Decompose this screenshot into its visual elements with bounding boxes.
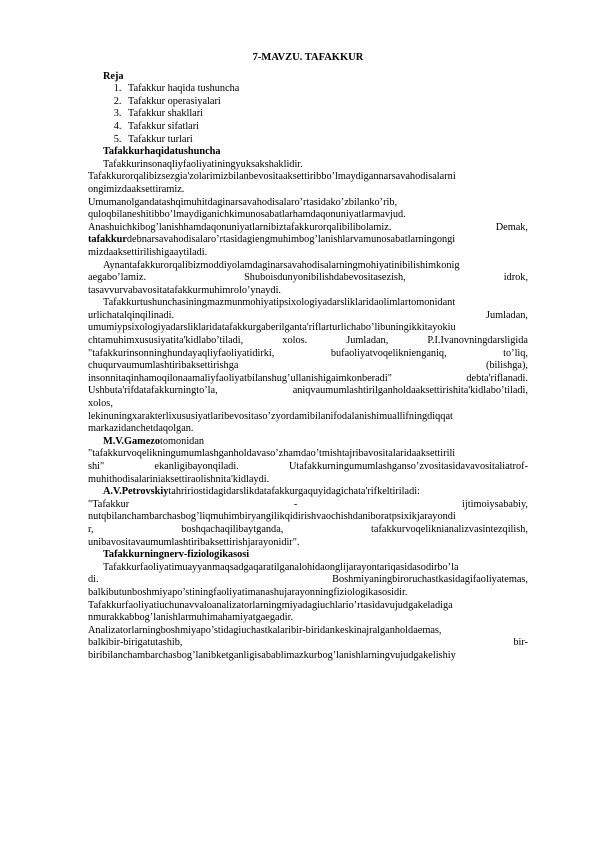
text-fragment: di.	[88, 574, 99, 586]
text-fragment: -	[293, 498, 298, 510]
plan-item: 2. Tafakkur operasiyalari	[124, 96, 528, 109]
text-fragment: ijtimoiysababiy,	[462, 498, 529, 510]
paragraph-line: quloqbilaneshitibbo’lmaydiganichkimunosabatlarhamdaqonuniyatlarmavjud.	[88, 209, 406, 221]
text-fragment: insonnitaqinhamoqilonaamaliyfaoliyatbilanshug’ullanishigaimkonberadi"	[88, 372, 392, 384]
paragraph-line	[88, 637, 528, 650]
text-fragment: Jumladan,	[346, 335, 389, 347]
paragraph-line: muhithodisalariniaksettiraolishnita'kidlaydi.	[88, 473, 270, 485]
paragraph-line	[88, 310, 528, 323]
paragraph-line	[88, 272, 528, 285]
text-fragment: bir-	[513, 637, 528, 649]
author-name-petrovskiy: A.V.Petrovskiy	[103, 486, 169, 498]
paragraph-line: xolos,	[88, 398, 113, 410]
plan-label: Reja	[103, 70, 124, 82]
document-page	[88, 52, 528, 663]
paragraph-line: Tafakkurtushunchasiningmazmunmohiyatipsixologiyadarsliklaridaolimlartomonidant	[103, 297, 456, 309]
paragraph-line: Umumanolgandatashqimuhitdaginarsavahodisalaro’rtasidako’zbilanko’rib,	[88, 196, 398, 208]
text-fragment: Anashuichkibog’lanishhamdaqonuniyatlarnibiztafakkurorqalibilibolamiz.	[88, 221, 392, 233]
text-fragment: aniqvaumumlashtirilganholdaaksettirishita'kidlabo’tiladi,	[292, 385, 528, 397]
paragraph-line: mizdaaksettirilishigaaytiladi.	[88, 246, 208, 258]
text-fragment: shi"	[88, 461, 105, 472]
paragraph-line	[88, 373, 528, 386]
text-fragment: debnarsavahodisalaro’rtasidagiengmuhimbog’lanishlarvamunosabatlarningongi	[126, 234, 456, 246]
paragraph-line	[88, 222, 528, 235]
text-fragment: xolos.	[282, 335, 308, 347]
text-fragment: r,	[88, 523, 94, 535]
paragraph-line	[88, 486, 528, 499]
text-fragment: aegabo’lamiz.	[88, 272, 147, 284]
paragraph-line	[88, 461, 528, 474]
text-fragment: boshqachaqilibaytganda,	[181, 523, 284, 535]
paragraph-line	[88, 385, 528, 398]
text-fragment: urlichatalqinqilinadi.	[88, 309, 175, 321]
text-fragment: "tafakkurinsonninghundayaqliyfaoliyatidirki,	[88, 347, 275, 359]
plan-item: 5. Tafakkur turlari	[124, 134, 528, 147]
text-fragment: idrok,	[503, 272, 529, 284]
text-fragment: to’liq,	[503, 347, 529, 359]
text-fragment: "Tafakkur	[88, 498, 130, 510]
paragraph-line: Tafakkurinsonaqliyfaoliyatiningyuksakshaklidir.	[103, 158, 303, 170]
text-fragment: balkibir-birigatutashib,	[88, 637, 183, 649]
section-heading: Tafakkurningnerv-fiziologikasosi	[103, 549, 250, 561]
text-fragment: P.I.Ivanovningdarsligida	[427, 335, 528, 347]
paragraph-line: lekinuningxarakterlixususiyatlaribevositaso’zyordamibilanifodalanishimuallifningdiqqat	[88, 410, 453, 422]
paragraph-line	[88, 335, 528, 348]
paragraph-line	[88, 436, 528, 449]
paragraph-line: Tafakkurfaoliyatiuchunavvaloanalizatorlarningmiyadagiuchlario’rtasidavujudgakeladiga	[88, 599, 453, 611]
paragraph-line	[88, 234, 528, 247]
text-fragment: tahririostidagidarslikdatafakkurgaquyidagichata'rifkeltiriladi:	[168, 486, 420, 498]
paragraph-line: Tafakkurfaoliyatimuayyanmaqsadgaqaratilganalohidaonglijarayontariqasidasodirbo’la	[103, 561, 459, 573]
paragraph-line: markazidanchetdaqolgan.	[88, 423, 194, 435]
paragraph-line: balkibutunboshmiyapo’stiningfaoliyatimanashujarayonningfiziologikasosidir.	[88, 586, 408, 598]
paragraph-line: "tafakkurvoqelikningumumlashganholdavaso’zhamdao’tmishtajribavositalaridaaksettirili	[88, 448, 456, 460]
text-fragment: tomonidan	[160, 435, 205, 447]
plan-item: 3. Tafakkur shakllari	[124, 108, 528, 121]
paragraph-line: Analizatorlarningboshmiyapo’stidagiuchastkalaribir-biridankeskinajralganholdaemas,	[88, 624, 442, 636]
plan-item: 4. Tafakkur sifatlari	[124, 121, 528, 134]
paragraph-line: biribilanchambarchasbog’lanibketganligisabablimazkurbog’lanishlarningvujudgakelishiy	[88, 649, 456, 661]
paragraph-line: Aynantafakkurorqalibizmoddiyolamdaginarsavahodisalarningmohiyatinibilishimkonig	[103, 259, 460, 271]
text-fragment: Ushbuta'rifdatafakkurningto’la,	[88, 385, 218, 397]
author-name-gamezo: M.V.Gamezo	[103, 435, 160, 447]
text-fragment: (bilishga),	[485, 360, 528, 372]
plan-item: 1. Tafakkur haqida tushuncha	[124, 83, 528, 96]
paragraph-line: umumiypsixologiyadarsliklaridatafakkurgaberilganta'riflarturlichabo’libuningikkitayokiu	[88, 322, 456, 334]
paragraph-line: Tafakkurorqalibizsezgia'zolarimizbilanbevositaaksettiribbo’lmaydigannarsavahodisalarni	[88, 171, 456, 183]
text-fragment: chtamuhimxususiyatita'kidlabo’tiladi,	[88, 335, 244, 347]
paragraph-line: tasavvurvabavositatafakkurmuhimrolo’ynaydi.	[88, 284, 282, 296]
paragraph-line: nmurakkabbog’lanishlarmuhimahamiyatgaegadir.	[88, 612, 294, 624]
text-fragment: Demak,	[495, 221, 528, 233]
paragraph-line	[88, 574, 528, 587]
text-fragment: Boshmiyaningbiroruchastkasidagifaoliyatemas,	[332, 574, 528, 586]
paragraph-line: nutqbilanchambarchasbog’liqmuhimbiryangilikqidirishvaochishdaniboratpsixikjarayondi	[88, 511, 456, 523]
text-fragment: chuqurvaumumlashtiribaksettirishga	[88, 360, 239, 372]
text-fragment: Utafakkurningumumlashganso’zvositasidavavositaliatrof-	[288, 461, 528, 472]
plan-list	[88, 83, 528, 146]
text-fragment: bufaoliyatvoqeliknienganiq,	[330, 347, 447, 359]
text-fragment: tafakkurvoqeliknianalizvasintezqilish,	[371, 523, 529, 535]
paragraph-line	[88, 348, 528, 361]
page-title: 7-MAVZU. TAFAKKUR	[252, 52, 364, 63]
paragraph-line	[88, 524, 528, 537]
paragraph-line	[88, 360, 528, 373]
term-bold: tafakkur	[88, 234, 127, 246]
paragraph-line: ongimizdaaksettiramiz.	[88, 183, 185, 195]
text-fragment: debta'riflanadi.	[466, 372, 528, 384]
paragraph-line	[88, 499, 528, 512]
text-fragment: ekanligibayonqiladi.	[154, 461, 239, 472]
text-fragment: Jumladan,	[485, 309, 528, 321]
section-heading: Tafakkurhaqidatushuncha	[103, 146, 221, 158]
paragraph-line: unibavositavaumumlashtiribaksettirishjarayonidir".	[88, 536, 300, 548]
text-fragment: Shuboisdunyonibilishdabevositasezish,	[244, 272, 406, 284]
